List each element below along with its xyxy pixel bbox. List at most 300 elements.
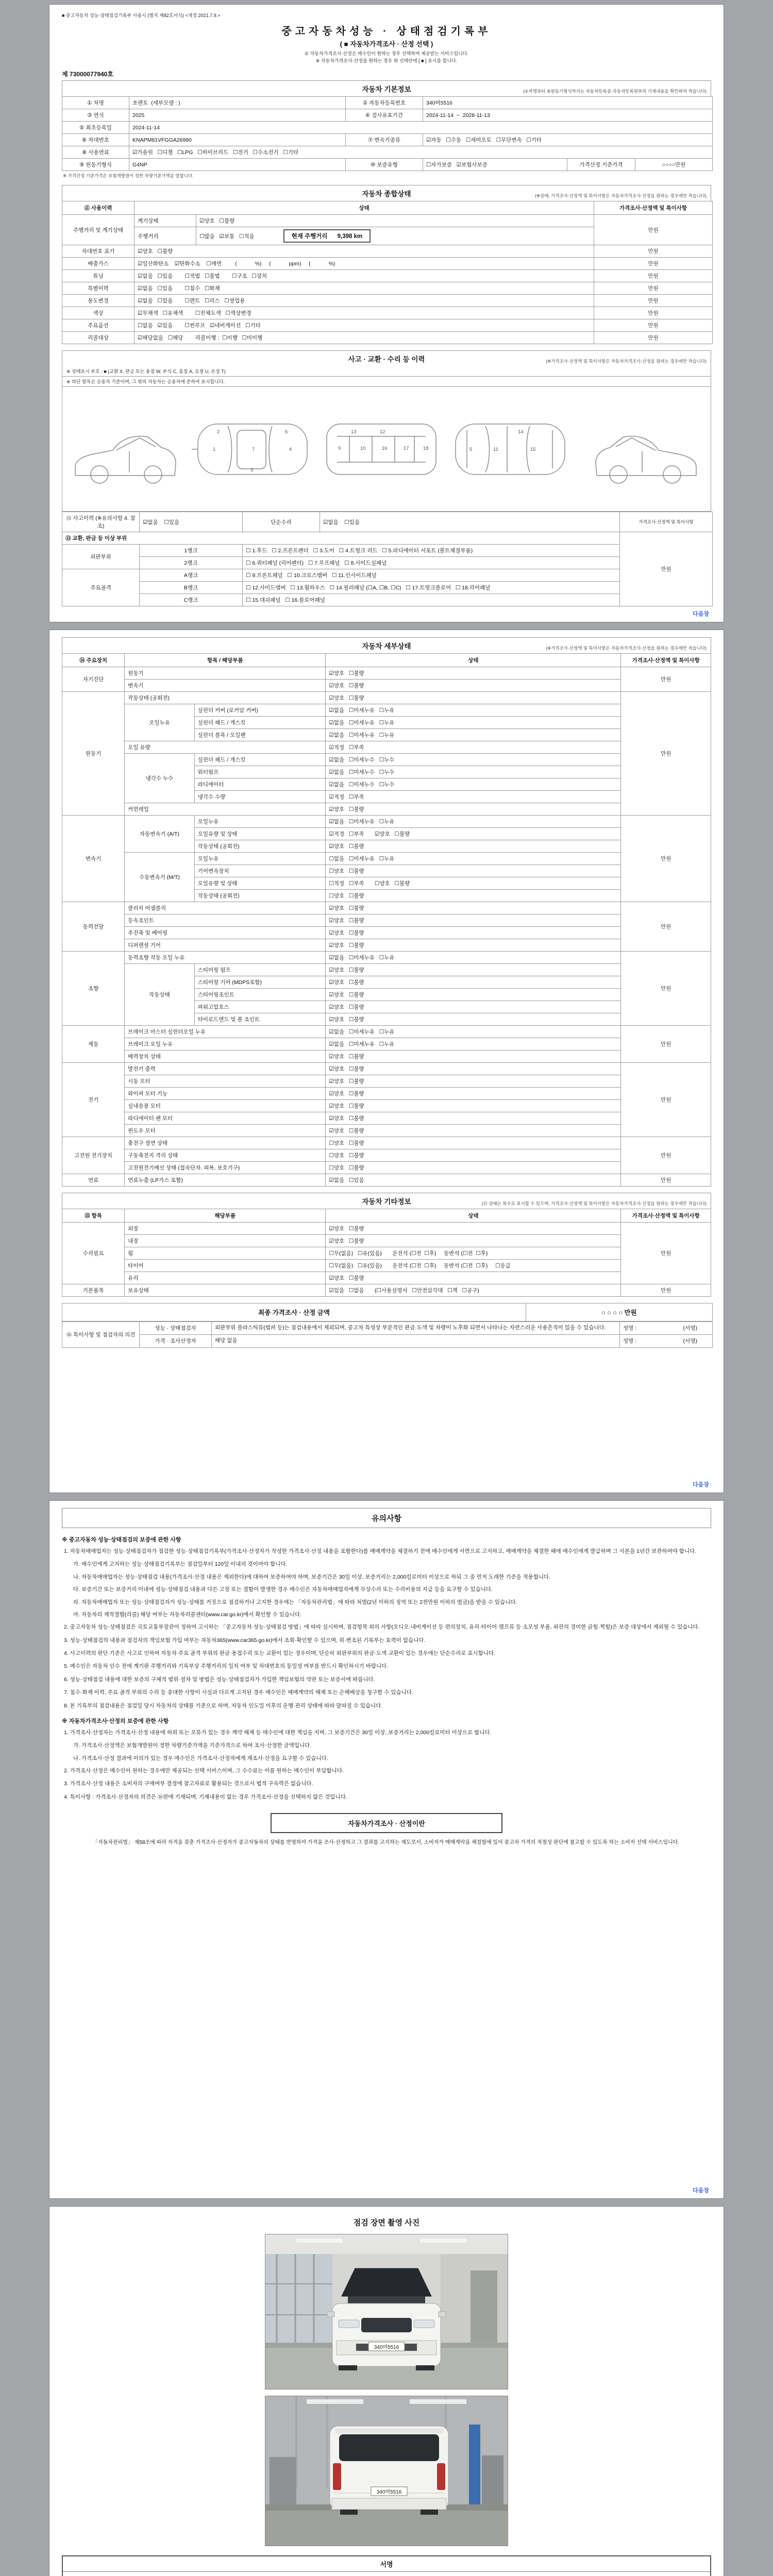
- notice-item: 2. 가격조사·산정은 매수인이 원하는 경우에만 제공되는 선택 서비스이며, 그 수수료는 이를 원하는 매수인이 부담합니다.: [64, 1768, 344, 1774]
- device-label: 원동기: [62, 692, 125, 816]
- status-options[interactable]: ☑양호 ☐불량: [326, 1063, 621, 1075]
- diagram-part-number: 4: [289, 447, 292, 452]
- section-overall-condition: [62, 185, 711, 201]
- item-label: 브레이크 오일 누유: [125, 1038, 326, 1050]
- usage-history-label: 용도변경: [62, 295, 135, 307]
- status-options[interactable]: ☐없음 ☑있음 ☐썬루프 ☑네비게이션 ☐기타: [135, 319, 594, 332]
- diagram-part-number: 5: [469, 447, 473, 452]
- item-label: 고전원전기배선 상태 (접속단자, 피복, 보호기구): [125, 1162, 326, 1174]
- section-note-summary: (※상태, 가격조사·산정액 및 특이사항은 자동차가격조사·산정을 원하는 경우에만 적습니다): [535, 193, 707, 198]
- next-page-link[interactable]: 다음장: [693, 611, 709, 617]
- item-label: 파워고압호스: [194, 1001, 326, 1013]
- status-options[interactable]: ☑양호 ☐불량: [326, 902, 621, 914]
- accident-history-options[interactable]: ☑없음 ☐있음: [140, 512, 243, 532]
- status-options[interactable]: ☑없음 ☐있음 ☐침수 ☐화재: [135, 282, 594, 295]
- status-options[interactable]: ☑없음 ☐미세누유 ☐누유: [326, 704, 621, 717]
- status-options[interactable]: ☐양호 ☐불량: [326, 1137, 621, 1149]
- status-options[interactable]: ☑적정 ☐부족: [326, 791, 621, 803]
- detail-condition-table: [62, 653, 711, 1187]
- status-options[interactable]: ☐무(없음) ☐유(있음) 운전석 (☐전 ☐후) 동반석 (☐전 ☐후): [326, 1247, 621, 1260]
- price-cell[interactable]: 만원: [594, 307, 713, 319]
- overall-condition-table: [62, 201, 713, 344]
- item-label: 와이퍼 모터 기능: [125, 1088, 326, 1100]
- appraiser-role-label: 가격 · 조사산정자: [140, 1334, 212, 1347]
- status-options[interactable]: ☑양호 ☐불량: [326, 1075, 621, 1088]
- notice-item: 1. 가격조사·산정자는 가격조사·산정 내용에 허위 또는 오류가 있는 경우 계약 해제 등 매수인에 대한 책임을 지며, 그 보증기간은 30일 이상, 보증거리는 2,000킬로미터 이상으로 합니다.: [64, 1729, 492, 1736]
- base-price-label: 가격산정 기준가격: [567, 159, 635, 171]
- device-label: 자기진단: [62, 667, 125, 692]
- engine-type-value[interactable]: G4NP: [129, 159, 346, 171]
- price-cell[interactable]: 만원: [621, 1223, 711, 1284]
- item-label: 보유상태: [125, 1284, 326, 1297]
- status-options[interactable]: ☑해당없음 ☐해당 리콜이행 : ☐이행 ☐미이행: [135, 332, 594, 344]
- status-options[interactable]: ☑양호 ☐불량: [326, 1088, 621, 1100]
- status-options[interactable]: ☑없음 ☐있음: [326, 1174, 621, 1187]
- next-page-link[interactable]: 다음장: [693, 2188, 709, 2194]
- price-cell[interactable]: 만원: [621, 1063, 711, 1137]
- device-label: 고전원 전기장치: [62, 1137, 125, 1174]
- car-damage-diagram: [62, 387, 711, 512]
- item-label: 변속기: [125, 680, 326, 692]
- status-options[interactable]: ☑양호 ☐불량: [326, 976, 621, 989]
- status-options[interactable]: ☑양호 ☐불량: [326, 1272, 621, 1284]
- rankB-options[interactable]: ☐ 12.사이드멤버 ☐ 13.휠하우스 ☐ 14.필러패널 (☐A, ☐B, ☐C) ☐ 17.트렁크플로어 ☐ 18.리어패널: [243, 582, 620, 594]
- price-cell[interactable]: 만원: [621, 902, 711, 952]
- basic-info-table: [62, 96, 713, 171]
- status-options[interactable]: ☑무채색 ☐유채색 ☐전체도색 ☐색상변경: [135, 307, 594, 319]
- price-cell[interactable]: 만원: [621, 1174, 711, 1187]
- col-header: 가격조사·산정액 및 특이사항: [621, 654, 711, 667]
- status-options[interactable]: ☑양호 ☐불량: [326, 927, 621, 939]
- usage-history-label: 특별이력: [62, 282, 135, 295]
- base-price-value[interactable]: ○○○○만원: [635, 159, 713, 171]
- item-label: 실린더 커버 (로커암 커버): [194, 704, 326, 717]
- usage-history-label: 배출가스: [62, 258, 135, 270]
- exchange-section-label: ⑬ 교환, 판금 등 이상 부위: [62, 532, 620, 545]
- diagram-part-number: 9: [338, 446, 341, 451]
- col-header: 상태: [326, 1209, 621, 1223]
- item-label: 작동상태 (공회전): [194, 840, 326, 853]
- status-options[interactable]: ☑양호 ☐불량: [326, 1100, 621, 1112]
- vin-label: ⑥ 차대번호: [62, 134, 129, 146]
- final-price-value[interactable]: ○ ○ ○ ○ 만원: [526, 1303, 713, 1321]
- item-label: 발전기 출력: [125, 1063, 326, 1075]
- warranty-type-options[interactable]: ☐자가보증 ☑보험사보증: [423, 159, 567, 171]
- page-1: [49, 4, 724, 622]
- item-label: 윈도우 모터: [125, 1125, 326, 1137]
- inspector-opinion-text[interactable]: 외판부위 플라스틱류(범퍼 등)는 점검내용에서 제외되며, 중고차 특성상 부분적인 판금·도색 및 차량이 노후화 되면서 나타나는 자연스러운 사용흔적이 있을 수 있습니다.: [212, 1322, 620, 1335]
- status-options[interactable]: ☑양호 ☐불량: [326, 1235, 621, 1247]
- item-label: 작동상태 (공회전): [194, 890, 326, 902]
- page-2: [49, 630, 724, 1493]
- section-basic-info: [62, 80, 711, 96]
- inspection-period-label: ④ 검사유효기간: [346, 109, 423, 122]
- first-registration-label: ⑤ 최초등록일: [62, 122, 129, 134]
- opinion-label: ⑯ 특이사항 및 점검자의 의견: [62, 1322, 140, 1348]
- status-options[interactable]: ☑양호 ☐불량: [135, 245, 594, 258]
- col-header: 항목 / 해당부품: [125, 654, 326, 667]
- item-label: 등속조인트: [125, 914, 326, 927]
- rank1-options[interactable]: ☐ 1.후드 ☐ 2.프론트펜더 ☐ 3.도어 ☐ 4.트렁크 리드 ☐ 5.라디에이터 서포트 (볼트체결부품): [243, 545, 620, 557]
- appraiser-opinion-text[interactable]: 해당 없음: [212, 1334, 620, 1347]
- item-label: 연료누출 (LP가스 포함): [125, 1174, 326, 1187]
- device-label: 전기: [62, 1063, 125, 1137]
- item-label: 구동축전지 격리 상태: [125, 1149, 326, 1162]
- price-cell[interactable]: 만원: [594, 332, 713, 344]
- usage-history-label: 주행거리 및 계기상태: [62, 215, 135, 245]
- item-label: 실내송풍 모터: [125, 1100, 326, 1112]
- notice-item: 8. 본 기록부의 점검내용은 점검일 당시 자동차의 상태를 기준으로 하며, 자동차 인도일 이후의 운행·관리 상태에 따라 달라질 수 있습니다.: [64, 1702, 383, 1709]
- status-options[interactable]: ☑적정 ☐부족 ☑양호 ☐불량: [326, 828, 621, 840]
- col-header: 상태: [135, 201, 594, 215]
- col-header: 상태: [326, 654, 621, 667]
- item-label: 워터펌프: [194, 766, 326, 778]
- inspection-photo-rear: [265, 2396, 508, 2546]
- item-label: 충전구 절연 상태: [125, 1137, 326, 1149]
- warranty-type-label: ⑩ 보증유형: [346, 159, 423, 171]
- page-3: [49, 1500, 724, 2199]
- photos-section-title: 점검 장면 촬영 사진: [353, 2218, 420, 2227]
- item-label: 스티어링 기어 (MDPS포함): [194, 976, 326, 989]
- notice-sub-item: 마. 자동차의 제작결함(리콜) 해당 여부는 자동차리콜센터(www.car.go.kr)에서 확인할 수 있습니다.: [73, 1611, 302, 1618]
- status-options[interactable]: ☑없음 ☐있음 ☐적법 ☐불법 ☐구조 ☐장치: [135, 270, 594, 282]
- status-options[interactable]: ☑양호 ☐불량: [326, 1112, 621, 1125]
- final-price-table: [62, 1303, 713, 1321]
- item-label: 스티어링조인트: [194, 989, 326, 1001]
- price-cell[interactable]: 만원: [594, 295, 713, 307]
- col-header: ⑮ 항목: [62, 1209, 125, 1223]
- item-group-label: 수동변속기 (M/T): [125, 853, 195, 902]
- section-title-detail: 자동차 세부상태: [362, 642, 411, 650]
- model-year-value[interactable]: 2025: [129, 109, 346, 122]
- document-number: 제 73000077940호: [62, 71, 113, 78]
- item-label: 타이어: [125, 1260, 326, 1272]
- status-options[interactable]: ☑양호 ☐불량: [196, 215, 594, 227]
- accident-history-label: ⑫ 사고이력 (※유의사항 4. 참조): [62, 512, 140, 532]
- license-plate-front: 340머5516: [374, 2345, 399, 2350]
- signature-title: 서명: [63, 2556, 710, 2572]
- plate-value[interactable]: 340머5516: [423, 97, 713, 109]
- diagram-part-number: 2: [217, 429, 220, 435]
- notice-item: 4. 특이사항 : 가격조사·산정자의 의견은 ⑯란에 기재되며, 기재내용이 없는 경우 가격조사·산정을 선택하지 않은 것입니다.: [64, 1793, 347, 1800]
- status-options[interactable]: ☑없음 ☐미세누유 ☐누유: [326, 816, 621, 828]
- diagram-part-number: 6: [285, 429, 288, 435]
- transmission-label: ⑦ 변속기종류: [346, 134, 423, 146]
- document-subtitle: ( ■ 자동차가격조사 · 산정 선택 ): [340, 40, 433, 48]
- notice-title: 유의사항: [62, 1508, 711, 1528]
- car-name-value[interactable]: 쏘렌토 (세부모델 : ): [129, 97, 346, 109]
- usage-history-label: 주요옵션: [62, 319, 135, 332]
- inspector-role-label: 성능 · 상태점검자: [140, 1322, 212, 1335]
- section-title-other: 자동차 기타정보: [362, 1198, 411, 1206]
- page-4: [49, 2206, 724, 2576]
- col-header: 가격조사·산정액 및 특이사항: [621, 1209, 711, 1223]
- diagram-part-number: 18: [423, 446, 429, 451]
- item-label: 오일유량 및 상태: [194, 828, 326, 840]
- notice-item: 5. 매수인은 자동차 인수 전에 계기판 주행거리와 기록부상 주행거리의 일치 여부 및 차대번호의 동일성 여부를 반드시 확인하시기 바랍니다.: [64, 1663, 389, 1670]
- item-label: 클러치 어셈블리: [125, 902, 326, 914]
- item-label: 오일유량 및 상태: [194, 877, 326, 890]
- damage-mark-note: ※ 하단 항목은 승용차 기준이며, 그 밖의 자동차는 승용차에 준하여 표시합니다.: [62, 377, 711, 387]
- item-label: 커먼레일: [125, 803, 326, 816]
- rankC-options[interactable]: ☐ 15.대쉬패널 ☐ 16.플로어패널: [243, 594, 620, 606]
- status-options[interactable]: ☑없음 ☐있음 ☐렌트 ☐리스 ☐영업용: [135, 295, 594, 307]
- item-label: 추진축 및 베어링: [125, 927, 326, 939]
- item-label: 원동기: [125, 667, 326, 680]
- section-note-other: (⑮ 상태는 복수로 표시할 수 있으며, 가격조사·산정액 및 특이사항은 자동차가격조사·산정을 원하는 경우에만 적습니다): [481, 1201, 707, 1206]
- status-options[interactable]: ☑일산화탄소 ☑탄화수소 ☐매연 ( %) ( ppm) ( %): [135, 258, 594, 270]
- item-label: 동력조향 작동 오일 누유: [125, 952, 326, 964]
- col-header: ⑪ 사용이력: [62, 201, 135, 215]
- diagram-part-number: 15: [530, 447, 536, 452]
- item-label: 디퍼렌셜 기어: [125, 939, 326, 952]
- item-label: 라디에이터: [194, 778, 326, 791]
- price-cell[interactable]: 만원: [621, 1026, 711, 1063]
- notice-item: 7. 침수·화재 이력, 주요 골격 부위의 수리 등 중대한 사항이 사실과 다르게 고지된 경우 매수인은 매매계약의 해제 또는 손해배상을 청구할 수 있습니다.: [64, 1689, 413, 1696]
- status-options[interactable]: ☐양호 ☐불량: [326, 1149, 621, 1162]
- diagram-part-number: 3: [250, 467, 254, 473]
- document-title: 중고자동차성능 · 상태점검기록부: [281, 26, 492, 37]
- status-options[interactable]: ☑적정 ☐부족: [326, 741, 621, 754]
- appraiser-signature-field[interactable]: 성명 : (서명): [620, 1334, 713, 1347]
- fuel-label: ⑧ 사용연료: [62, 146, 129, 159]
- notice-sub-item: 가. 가격조사·산정액은 보험개발원이 정한 차량기준가액을 기준가격으로 하여 조사·산정한 금액입니다.: [73, 1742, 312, 1749]
- price-cell[interactable]: 만원: [621, 692, 711, 816]
- notice-section-heading: ※ 중고자동차 성능·상태점검의 보증에 관한 사항: [62, 1537, 181, 1543]
- item-label: 작동상태 (공회전): [125, 692, 326, 704]
- diagram-part-number: 7: [252, 447, 255, 452]
- basic-footnote: ※ 가격산정 기준가격은 보험개발원이 정한 차량기준가액을 말합니다.: [63, 173, 194, 178]
- usage-history-label: 색상: [62, 307, 135, 319]
- price-cell[interactable]: 만원: [594, 270, 713, 282]
- exchange-price[interactable]: 만원: [620, 532, 713, 606]
- transmission-options[interactable]: ☑자동 ☐수동 ☐세미오토 ☐무단변속 ☐기타: [423, 134, 713, 146]
- diagram-part-number: 13: [351, 429, 357, 435]
- inspection-period-value[interactable]: 2024-11-14 ~ 2028-11-13: [423, 109, 713, 122]
- header-note-2: ※ 자동차가격조사·산정을 원하는 경우 위 선택란에 [ ■ ] 표시를 합니다.: [315, 58, 458, 63]
- item-label: 계기상태: [135, 215, 196, 227]
- notice-item: 3. 성능·상태점검의 내용과 점검자의 책임보험 가입 여부는 자동차365(www.car365.go.kr)에서 조회·확인할 수 있으며, 위·변조된 기록부는 효력이 없습니다.: [64, 1637, 426, 1643]
- diagram-part-number: 17: [404, 446, 409, 451]
- item-label: 실린더 헤드 / 개스킷: [194, 754, 326, 766]
- item-label: 스티어링 펌프: [194, 964, 326, 976]
- section-title-basic: 자동차 기본정보: [362, 86, 411, 93]
- rankA-label: A랭크: [140, 569, 243, 582]
- rankB-label: B랭크: [140, 582, 243, 594]
- simple-repair-options[interactable]: ☑없음 ☐있음: [320, 512, 620, 532]
- engine-type-label: ⑨ 원동기형식: [62, 159, 129, 171]
- price-appraisal-definition-text: 「자동차관리법」 제58조에 따라 자격을 갖춘 가격조사·산정자가 중고자동차의 상태를 반영하여 가격을 조사·산정하고 그 결과를 고지하는 제도로서, 소비자가 매매계약을 체결함에 있어 중고차 가격의 적절성 판단에 참고할 수 있도록 하는 소비자 선택 서비스입니다.: [93, 1840, 680, 1846]
- status-options[interactable]: ☑양호 ☐불량: [326, 964, 621, 976]
- status-options[interactable]: ☑양호 ☐불량: [326, 914, 621, 927]
- status-options[interactable]: ☑없음 ☐미세누수 ☐누수: [326, 778, 621, 791]
- diagram-part-number: 11: [493, 447, 498, 452]
- plate-label: ② 자동차등록번호: [346, 97, 423, 109]
- rankC-label: C랭크: [140, 594, 243, 606]
- notice-item: 3. 가격조사·산정 내용은 소비자의 구매여부 결정에 참고자료로 활용되는 것으로서 법적 구속력은 없습니다.: [64, 1781, 313, 1787]
- status-options[interactable]: ☑없음 ☐미세누유 ☐누유: [326, 952, 621, 964]
- status-options[interactable]: ☑없음 ☐미세누수 ☐누수: [326, 754, 621, 766]
- usage-history-label: 차대번호 표기: [62, 245, 135, 258]
- status-options[interactable]: ☑없음 ☐미세누유 ☐누유: [326, 717, 621, 729]
- item-group-label: 냉각수 누수: [125, 754, 195, 803]
- item-label: 실린더 블록 / 오일팬: [194, 729, 326, 741]
- price-appraisal-definition-box: 자동차가격조사 · 산정이란: [271, 1813, 502, 1833]
- item-group-label: 작동상태: [125, 964, 195, 1026]
- item-label: 오일누유: [194, 853, 326, 865]
- status-options[interactable]: ☑없음 ☐미세누유 ☐누유: [326, 1026, 621, 1038]
- usage-history-label: 리콜대상: [62, 332, 135, 344]
- item-label: 오일 유량: [125, 741, 326, 754]
- rankA-options[interactable]: ☐ 9.프론트패널 ☐ 10.크로스멤버 ☐ 11.인사이드패널: [243, 569, 620, 582]
- notice-body: [62, 1535, 711, 1802]
- outer-panel-label: 외판부위: [62, 545, 140, 569]
- notice-sub-item: 가. 매수인에게 고지하는 성능·상태점검기록부는 점검일부터 120일 이내의 것이어야 합니다.: [73, 1561, 288, 1568]
- price-cell[interactable]: 만원: [621, 1137, 711, 1174]
- form-reference-note: ■ 중고자동차 성능·상태점검기록부 사용시 (별지 제82호서식) <개정 2021.7.9.>: [62, 13, 221, 18]
- notice-sub-item: 다. 보증기간 또는 보증거리 이내에 성능·상태점검 내용과 다른 고장 또는 결함이 발생한 경우 매수인은 자동차매매업자에게 무상수리 또는 수리비용의 지급 등을 요구할 수 있습니다.: [73, 1586, 493, 1593]
- section-note-detail: (※가격조사·산정액 및 특이사항은 자동차가격조사·산정을 원하는 경우에만 적습니다): [546, 646, 707, 651]
- item-group-label: 오일누유: [125, 704, 195, 741]
- device-label: 변속기: [62, 816, 125, 902]
- col-header: 가격조사·산정액 및 특이사항: [594, 201, 713, 215]
- inspector-signature-field[interactable]: 성명 : (서명): [620, 1322, 713, 1335]
- next-page-link[interactable]: 다음장: [693, 1482, 709, 1488]
- price-cell[interactable]: 만원: [594, 258, 713, 270]
- status-options[interactable]: ☑있음 ☐없음 (☐사용설명서 ☐안전삼각대 ☐잭 ☐공구): [326, 1284, 621, 1297]
- price-cell[interactable]: 만원: [594, 215, 713, 245]
- inspection-insurance-fee: [63, 2572, 710, 2576]
- section-accident-history: [62, 350, 711, 366]
- accident-price-header: 가격조사·산정액 및 특이사항: [620, 512, 713, 532]
- status-options[interactable]: ☐무(없음) ☐유(있음) 운전석 (☐전 ☐후) 동반석 (☐전 ☐후) ☐응급: [326, 1260, 621, 1272]
- status-options[interactable]: ☑양호 ☐불량: [326, 1001, 621, 1013]
- license-plate-rear: 340머5516: [376, 2489, 402, 2495]
- status-options[interactable]: ☑없음 ☐미세누유 ☐누유: [326, 729, 621, 741]
- car-diagram-svg: [62, 389, 713, 506]
- price-cell[interactable]: 만원: [594, 282, 713, 295]
- status-options[interactable]: ☐양호 ☐불량: [326, 1162, 621, 1174]
- status-options[interactable]: ☐많음 ☑보통 ☐적음 현재 주행거리 9,398 km: [196, 227, 594, 245]
- rank1-label: 1랭크: [140, 545, 243, 557]
- item-label: 타이로드엔드 및 볼 조인트: [194, 1013, 326, 1026]
- status-options[interactable]: ☑양호 ☐불량: [326, 939, 621, 952]
- item-label: 유리: [125, 1272, 326, 1284]
- diagram-part-number: 16: [382, 446, 388, 451]
- first-registration-value[interactable]: 2024-11-14: [129, 122, 713, 134]
- item-label: 브레이크 마스터 실린더오일 누유: [125, 1026, 326, 1038]
- notice-sub-item: 나. 가격조사·산정 결과에 이의가 있는 경우 매수인은 가격조사·산정자에게 재조사·산정을 요구할 수 있습니다.: [73, 1755, 328, 1761]
- item-label: 시동 모터: [125, 1075, 326, 1088]
- emission-value-fields[interactable]: ( %) ( ppm) ( %): [235, 261, 335, 267]
- item-label: 실린더 헤드 / 개스킷: [194, 717, 326, 729]
- item-label: 라디에이터 팬 모터: [125, 1112, 326, 1125]
- status-options[interactable]: ☑양호 ☐불량: [326, 1223, 621, 1235]
- final-price-label: 최종 가격조사 · 산정 금액: [62, 1303, 526, 1321]
- fuel-options[interactable]: ☑가솔린 ☐디젤 ☐LPG ☐하이브리드 ☐전기 ☐수소전기 ☐기타: [129, 146, 713, 159]
- diagram-part-number: 12: [380, 429, 385, 435]
- price-cell[interactable]: 만원: [621, 816, 711, 902]
- vin-value[interactable]: KNAPM81VFGGA26990: [129, 134, 346, 146]
- damage-mark-legend: ※ 상태표시 부호 : ■ (교환 X, 판금 또는 용접 W, 부식 C, 흠집 A, 요철 U, 손상 T): [62, 366, 711, 377]
- status-options[interactable]: ☑양호 ☐불량: [326, 667, 621, 680]
- device-label: 제동: [62, 1026, 125, 1063]
- item-group-label: 자동변속기 (A/T): [125, 816, 195, 853]
- notice-sub-item: 나. 자동차매매업자는 성능·상태점검 내용(가격조사·산정 내용은 제외한다)에 대하여 보증하여야 하며, 보증기간은 30일 이상, 보증거리는 2,000킬로미터 이상으로 하되 그 중 먼저 도래한 기준을 적용합니다.: [73, 1573, 551, 1580]
- col-header: 해당부품: [125, 1209, 326, 1223]
- status-options[interactable]: ☑양호 ☐불량: [326, 1125, 621, 1137]
- accident-history-table: [62, 512, 713, 606]
- item-label: 외장: [125, 1223, 326, 1235]
- status-options[interactable]: ☑양호 ☐불량: [326, 692, 621, 704]
- item-label: 배력장치 상태: [125, 1050, 326, 1063]
- other-info-table: [62, 1209, 711, 1297]
- diagram-part-number: 10: [360, 446, 366, 451]
- section-detail-condition: [62, 637, 711, 653]
- notice-item: 4. 사고이력의 판단 기준은 사고로 인하여 자동차 주요 골격 부위의 판금·용접수리 또는 교환이 있는 경우이며, 단순히 외판부위의 판금·도색·교환이 있는 경우에는 단순수리로 표시합니다.: [64, 1650, 495, 1656]
- status-options[interactable]: ☑없음 ☐미세누유 ☐누유: [326, 1038, 621, 1050]
- status-options[interactable]: ☐양호 ☐불량: [326, 865, 621, 877]
- model-year-label: ③ 연식: [62, 109, 129, 122]
- section-title-summary: 자동차 종합상태: [362, 190, 411, 198]
- section-title-accident: 사고 · 교환 · 수리 등 이력: [348, 355, 425, 363]
- main-frame-label: 주요골격: [62, 569, 140, 606]
- section-note-accident: (※가격조사·산정액 및 특이사항은 자동차가격조사·산정을 원하는 경우에만 적습니다): [546, 359, 707, 364]
- signature-section: [62, 2555, 711, 2576]
- status-options[interactable]: ☑양호 ☐불량: [326, 989, 621, 1001]
- simple-repair-label: 단순수리: [243, 512, 320, 532]
- price-cell[interactable]: 만원: [594, 319, 713, 332]
- notice-section-heading: ※ 자동차가격조사·산정의 보증에 관한 사항: [62, 1718, 169, 1724]
- price-cell[interactable]: 만원: [621, 667, 711, 692]
- item-label: 주행거리: [135, 227, 196, 245]
- status-options[interactable]: ☑없음 ☐미세누수 ☐누수: [326, 766, 621, 778]
- status-options[interactable]: ☐적정 ☐부족 ☐양호 ☐불량: [326, 877, 621, 890]
- item-label: 기어변속장치: [194, 865, 326, 877]
- status-options[interactable]: ☑양호 ☐불량: [326, 1050, 621, 1063]
- col-header: ⑭ 주요장치: [62, 654, 125, 667]
- device-label: 동력전달: [62, 902, 125, 952]
- status-options[interactable]: ☑양호 ☐불량: [326, 680, 621, 692]
- notice-sub-item: 라. 자동차매매업자 또는 성능·상태점검자가 성능·상태를 거짓으로 점검하거나 고지한 경우에는 「자동차관리법」에 따라 처벌(2년 이하의 징역 또는 2천만원 이하의 벌금)을 받을 수 있습니다.: [73, 1599, 517, 1605]
- price-cell[interactable]: 만원: [621, 1284, 711, 1297]
- header-note-1: ① 자동차가격조사·산정은 매수인이 원하는 경우 선택하여 제공받는 서비스입니다.: [305, 51, 468, 56]
- price-cell[interactable]: 만원: [594, 245, 713, 258]
- inspection-photo-front: [265, 2234, 508, 2389]
- section-note-basic: (①차명부터 ⑨원동기형식까지는 자동차등록증·자동차등록원부의 기재내용을 확인하여 적습니다): [523, 89, 707, 94]
- status-options[interactable]: ☑양호 ☐불량: [326, 803, 621, 816]
- status-options[interactable]: ☑양호 ☐불량: [326, 840, 621, 853]
- rank2-options[interactable]: ☐ 6.쿼터패널 (리어펜더) ☐ 7.루프패널 ☐ 8.사이드실패널: [243, 557, 620, 569]
- device-label: 조향: [62, 952, 125, 1026]
- notice-item: 2. 중고자동차 성능·상태점검은 국토교통부장관이 정하여 고시하는 「중고자동차 성능·상태점검 방법」에 따라 실시하며, 점검항목 외의 사항(오디오·내비게이션 등 편의장치, 유리·타이어·램프류 등 소모성 부품, 외관의 경미한 긁힘·찍힘)은 보증 대상에서 제외될 수 있습니다.: [64, 1624, 700, 1631]
- item-label: 오일누유: [194, 816, 326, 828]
- status-options[interactable]: ☑양호 ☐불량: [326, 1013, 621, 1026]
- usage-history-label: 튜닝: [62, 270, 135, 282]
- item-label: 내장: [125, 1235, 326, 1247]
- notice-item: 6. 성능·상태점검 내용에 대한 보증의 구체적 범위·절차 및 방법은 성능·상태점검자가 가입한 책임보험의 약관 또는 보증서에 따릅니다.: [64, 1676, 375, 1683]
- device-label: 연료: [62, 1174, 125, 1187]
- rank2-label: 2랭크: [140, 557, 243, 569]
- status-options[interactable]: ☐양호 ☐불량: [326, 890, 621, 902]
- price-cell[interactable]: 만원: [621, 952, 711, 1026]
- current-odometer-box: 현재 주행거리 9,398 km: [283, 229, 371, 243]
- device-label: 기본품목: [62, 1284, 125, 1297]
- device-label: 수리필요: [62, 1223, 125, 1284]
- status-options[interactable]: ☐없음 ☐미세누유 ☐누유: [326, 853, 621, 865]
- inspector-opinion-table: [62, 1321, 713, 1348]
- section-other-info: [62, 1193, 711, 1209]
